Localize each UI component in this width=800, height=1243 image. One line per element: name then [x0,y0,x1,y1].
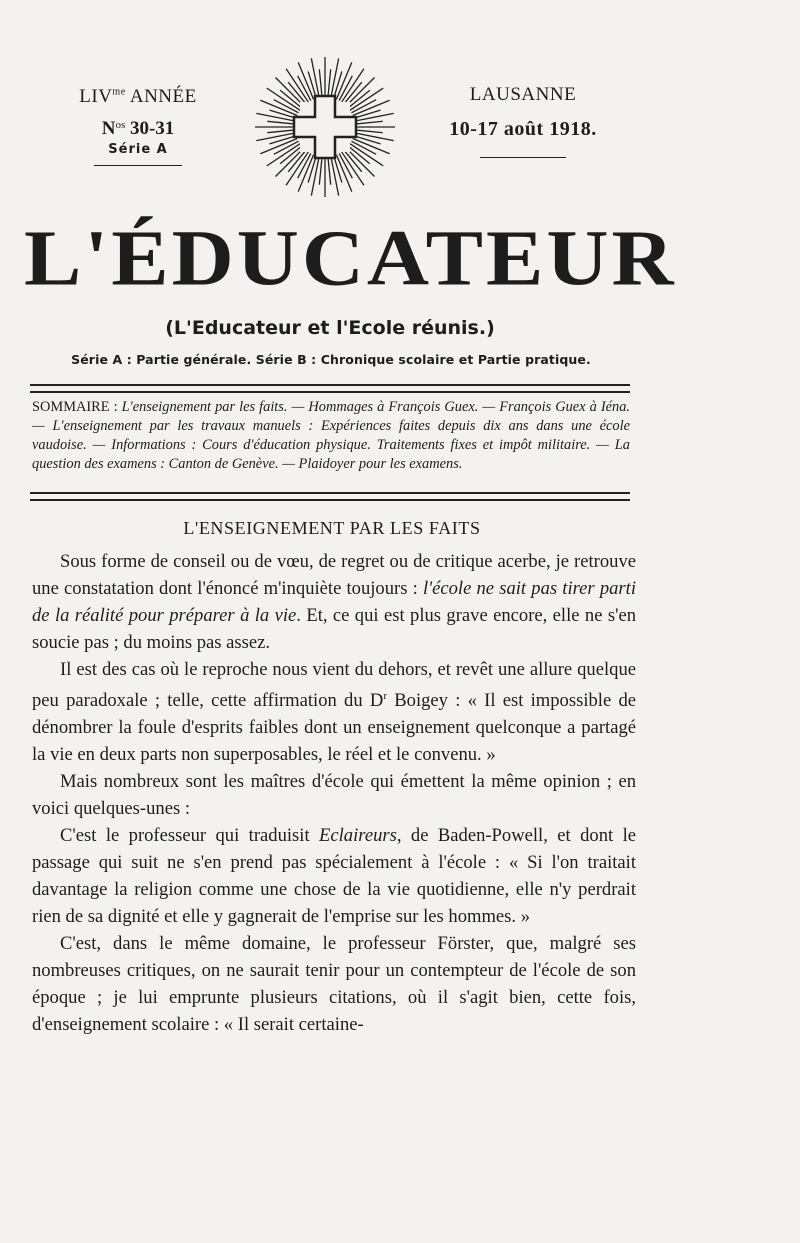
issue-date: 10-17 août 1918. [449,118,597,140]
paragraph: C'est le professeur qui traduisit Eclaireurs, de Baden-Powell, et dont le passage qui suit ne s'en prend pas spécialement à l'école : « Si l'on traitait davantage la religion comme une chose de la vie quotidienne, elle n'y perdrait rien de sa dignité et elle y gagnerait de l'emprise sur les hommes. » [32,825,636,928]
header-rule-left [94,165,182,166]
article-title: L'ENSEIGNEMENT PAR LES FAITS [183,518,481,538]
emblem-ray [355,121,383,124]
emblem-ray [354,133,393,141]
series-description: Série A : Partie générale. Série B : Chronique scolaire et Partie pratique. [71,352,591,367]
city: LAUSANNE [469,84,577,105]
swiss-cross-emblem-icon [254,52,396,202]
emblem-ray [328,69,331,97]
header-right [418,84,628,158]
emblem-ray [328,157,331,185]
emblem-ray [355,130,383,133]
double-rule-bottom [30,492,630,501]
journal-subtitle: (L'Educateur et l'Ecole réunis.) [165,317,495,339]
paragraph: Mais nombreux sont les maîtres d'école qui émettent la même opinion ; en voici quelques-unes : [32,771,636,820]
emblem-ray [319,69,322,97]
emblem-ray [346,148,374,176]
emblem-ray [256,133,295,141]
paragraph: C'est, dans le même domaine, le professeur Förster, que, malgré ses nombreuses critiques, on ne saurait tenir pour un contempteur de l'école de son époque ; je lui emprunte plusieurs citations, où il s'agit bien, cette fois, d'enseignement scolaire : « Il serait certaine- [32,933,636,1036]
emblem-ray [256,113,295,121]
journal-title: L'ÉDUCATEUR [24,213,677,303]
emblem-ray [331,58,339,97]
emblem-ray [354,113,393,121]
emblem-ray [276,78,304,106]
table-of-contents [32,398,630,474]
emblem-ray [319,157,322,185]
series-label: Série A [108,142,168,157]
emblem-ray [311,156,319,195]
sommaire-text: L'enseignement par les faits. — Hommages à François Guex. — François Guex à Iéna. — L'enseignement par les travaux manuels : Expériences faites depuis dix ans dans une école vaudoise. — Informations : Cours d'éducation physique. Traitements fixes et impôt militaire. — La question des examens : Canton de Genève. — Plaidoyer pour les examens. [32,399,630,472]
year-line: $LIV^{me}$ ANNÉE [79,86,197,107]
emblem-ray [346,78,374,106]
emblem-ray [276,148,304,176]
issue-numbers: $N^{os}$ 30-31 [101,118,175,139]
emblem-ray [267,130,295,133]
paragraph: Il est des cas où le reproche nous vient du dehors, et revêt une allure quelque peu paradoxale ; telle, cette affirmation du $D^r$ Boigey : « Il est impossible de dénombrer la foule d'esprits faibles dont un enseignement quelconque a partagé la vie en deux parts non superposables, le réel et le convenu. » [32,659,636,766]
emblem-ray [331,156,339,195]
paragraph: Sous forme de conseil ou de vœu, de regret ou de critique acerbe, je retrouve une constatation dont l'énoncé m'inquiète toujours : l'école ne sait pas tirer parti de la réalité pour préparer à la vie. Et, ce qui est plus grave encore, elle ne s'en soucie pas ; du moins pas assez. [32,551,636,653]
header-left [58,86,218,166]
emblem-ray [311,58,319,97]
header-rule-right [480,157,566,158]
sommaire-label: SOMMAIRE : [32,399,122,415]
article-body [32,548,636,1038]
double-rule-top [30,384,630,393]
emblem-ray [267,121,295,124]
